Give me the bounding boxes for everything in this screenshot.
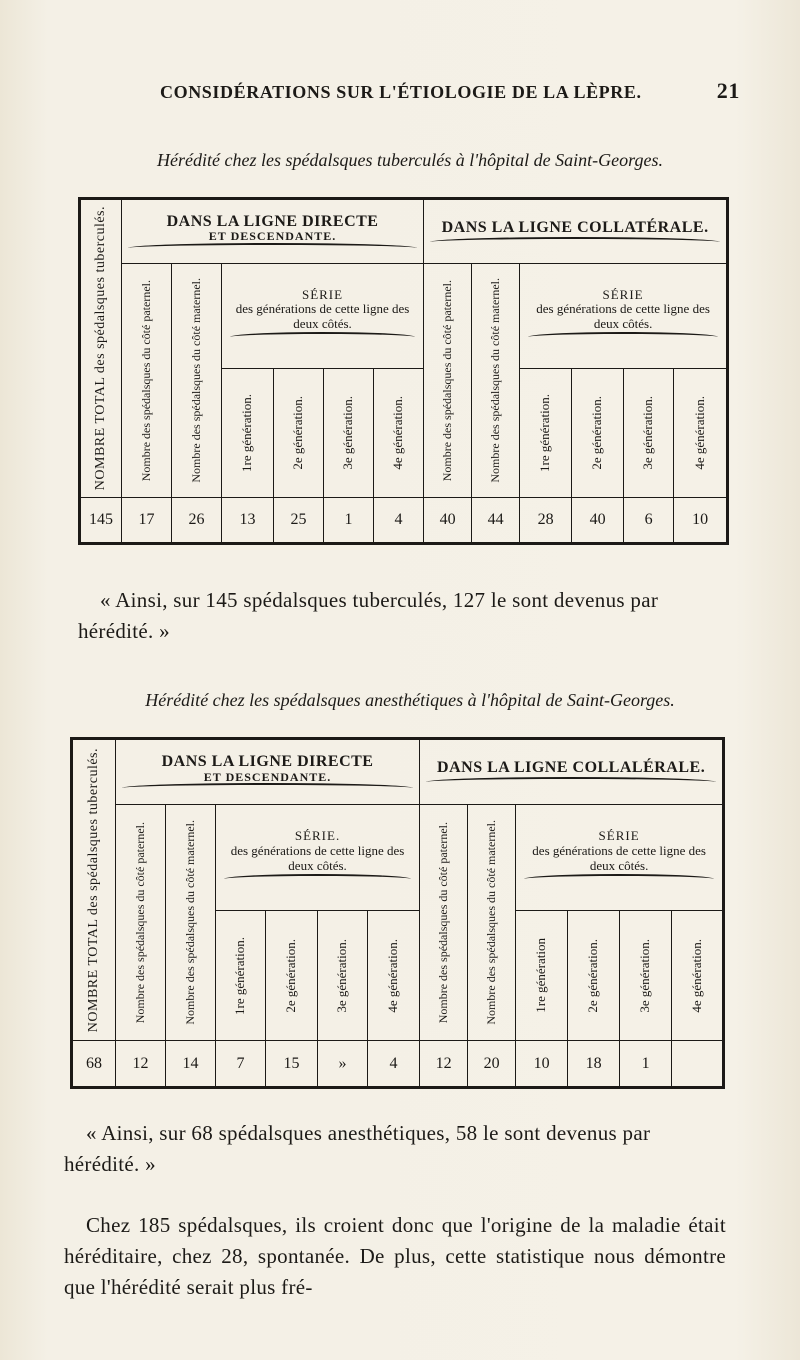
value-cell: 12 xyxy=(116,1041,166,1088)
value-cell: 14 xyxy=(166,1041,216,1088)
value-cell: 28 xyxy=(520,498,572,544)
total-header: NOMBRE TOTAL des spédalsques tuberculés. xyxy=(86,748,102,1033)
collateral-maternal-header: Nombre des spédalsques du côté maternel. xyxy=(468,804,516,1041)
value-cell: 26 xyxy=(172,498,222,544)
value-cell: 1 xyxy=(324,498,374,544)
value-cell: 25 xyxy=(274,498,324,544)
brace-mark xyxy=(224,874,411,884)
brace-mark xyxy=(430,237,720,247)
brace-mark xyxy=(230,332,415,342)
serie-header: SÉRIE des générations de cette ligne des deux côtés. xyxy=(222,263,424,368)
table-row xyxy=(72,1041,724,1088)
paternal-header: Nombre des spédalsques du côté paternel. xyxy=(122,263,172,497)
direct-line-header: DANS LA LIGNE DIRECTE ET DESCENDANTE. xyxy=(116,739,420,805)
value-cell: 4 xyxy=(368,1041,420,1088)
collateral-line-header: DANS LA LIGNE COLLATÉRALE. xyxy=(424,199,728,264)
total-header: NOMBRE TOTAL des spédalsques tuberculés. xyxy=(93,206,109,491)
generation-header: 1re génération. xyxy=(216,911,266,1041)
quote-tuberculous: « Ainsi, sur 145 spédalsques tuberculés, 127 le sont devenus par hérédité. » xyxy=(78,588,659,643)
value-cell: 7 xyxy=(216,1041,266,1088)
generation-header: 2e génération. xyxy=(266,911,318,1041)
value-cell: 18 xyxy=(568,1041,620,1088)
collateral-serie-header: SÉRIE des générations de cette ligne des deux côtés. xyxy=(520,263,728,368)
running-title: CONSIDÉRATIONS SUR L'ÉTIOLOGIE DE LA LÈPRE. xyxy=(160,82,642,102)
value-cell: 12 xyxy=(420,1041,468,1088)
value-cell: 20 xyxy=(468,1041,516,1088)
brace-mark xyxy=(524,874,714,884)
collateral-maternal-header: Nombre des spédalsques du côté maternel. xyxy=(472,263,520,497)
generation-header: 1re génération. xyxy=(520,369,572,498)
collateral-line-header: DANS LA LIGNE COLLALÉRALE. xyxy=(420,739,724,805)
generation-header: 3e génération. xyxy=(318,911,368,1041)
total-header-cell xyxy=(80,199,122,498)
brace-mark xyxy=(122,783,413,793)
table-caption-tuberculous: Hérédité chez les spédalsques tuberculés à l'hôpital de Saint-Georges. xyxy=(157,150,663,170)
generation-header: 4e génération. xyxy=(368,911,420,1041)
generation-header: 1re génération. xyxy=(222,369,274,498)
value-cell: 4 xyxy=(374,498,424,544)
paternal-header: Nombre des spédalsques du côté paternel. xyxy=(116,804,166,1041)
value-cell: 10 xyxy=(674,498,728,544)
value-cell: 145 xyxy=(80,498,122,544)
generation-header: 2e génération. xyxy=(568,911,620,1041)
page-number: 21 xyxy=(716,78,740,103)
table-tuberculous xyxy=(78,197,729,545)
value-cell: 15 xyxy=(266,1041,318,1088)
generation-header: 4e génération. xyxy=(674,369,728,498)
generation-header: 4e génération. xyxy=(374,369,424,498)
value-cell: 40 xyxy=(572,498,624,544)
collateral-paternal-header: Nombre des spédalsques du côté paternel. xyxy=(424,263,472,497)
generation-header: 2e génération. xyxy=(274,369,324,498)
table-anesthetic xyxy=(70,737,725,1089)
value-cell: 13 xyxy=(222,498,274,544)
table-caption-anesthetic: Hérédité chez les spédalsques anesthétiques à l'hôpital de Saint-Georges. xyxy=(145,690,675,710)
value-cell: 10 xyxy=(516,1041,568,1088)
generation-header: 3e génération. xyxy=(324,369,374,498)
table-row xyxy=(80,498,728,544)
value-cell: 17 xyxy=(122,498,172,544)
maternal-header: Nombre des spédalsques du côté maternel. xyxy=(166,804,216,1041)
generation-header: 4e génération. xyxy=(672,911,724,1041)
direct-line-header: DANS LA LIGNE DIRECTE ET DESCENDANTE. xyxy=(122,199,424,264)
value-cell xyxy=(672,1041,724,1088)
collateral-paternal-header: Nombre des spédalsques du côté paternel. xyxy=(420,804,468,1041)
collateral-serie-header: SÉRIE des générations de cette ligne des deux côtés. xyxy=(516,804,724,911)
generation-header: 2e génération. xyxy=(572,369,624,498)
quote-anesthetic: « Ainsi, sur 68 spédalsques anesthétiques, 58 le sont devenus par hérédité. » xyxy=(64,1121,651,1176)
brace-mark xyxy=(426,777,716,787)
brace-mark xyxy=(128,243,417,253)
generation-header: 3e génération. xyxy=(620,911,672,1041)
value-cell: 68 xyxy=(72,1041,116,1088)
body-paragraph: Chez 185 spédalsques, ils croient donc que l'origine de la maladie était héréditaire, chez 28, spontanée. De plus, cette statistique nous démontre que l'hérédité serait plus fré- xyxy=(64,1213,726,1299)
value-cell: 40 xyxy=(424,498,472,544)
value-cell: 6 xyxy=(624,498,674,544)
generation-header: 1re génération xyxy=(516,911,568,1041)
total-header-cell xyxy=(72,739,116,1041)
serie-header: SÉRIE. des générations de cette ligne des deux côtés. xyxy=(216,804,420,911)
running-header xyxy=(160,80,760,108)
generation-header: 3e génération. xyxy=(624,369,674,498)
brace-mark xyxy=(528,332,718,342)
maternal-header: Nombre des spédalsques du côté maternel. xyxy=(172,263,222,497)
value-cell: » xyxy=(318,1041,368,1088)
value-cell: 1 xyxy=(620,1041,672,1088)
value-cell: 44 xyxy=(472,498,520,544)
